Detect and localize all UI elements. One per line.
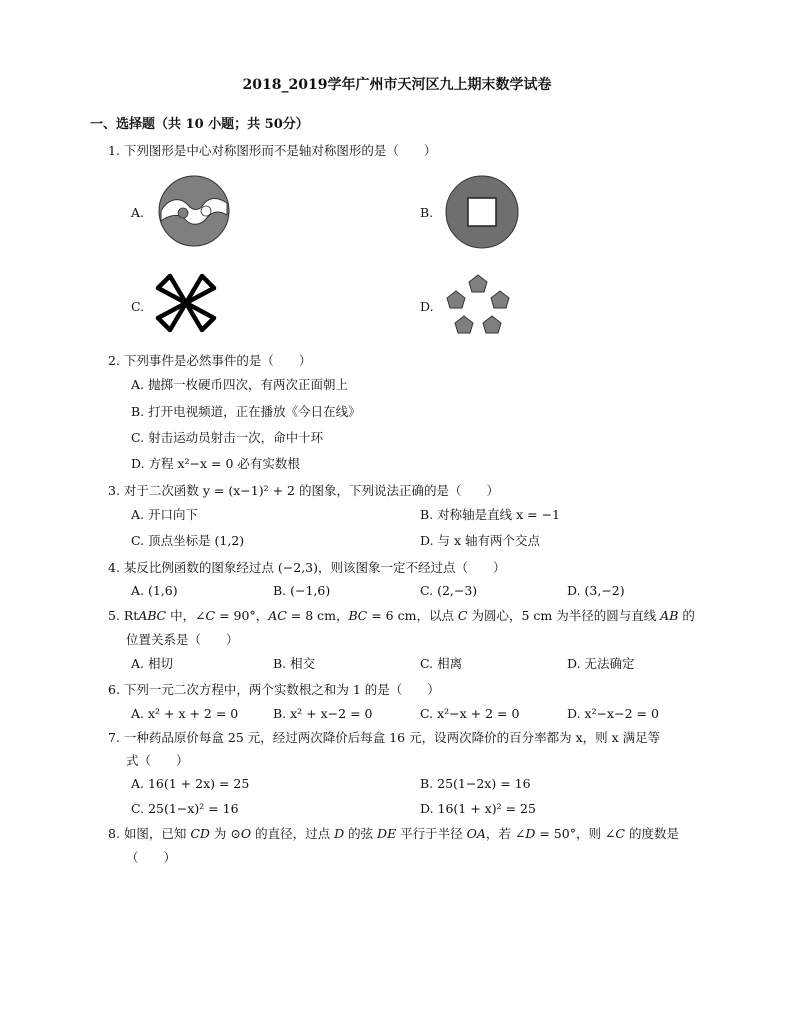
question-6-stem: 6. 下列一元二次方程中，两个实数根之和为 1 的是（ ）: [108, 682, 440, 697]
q5-option-a: A. 相切: [131, 656, 173, 671]
section-heading: 一、选择题（共 10 小题；共 50分）: [90, 117, 309, 132]
q3-option-d: D. 与 x 轴有两个交点: [420, 533, 541, 548]
q4-option-b: B. (−1,6): [273, 583, 331, 598]
question-8-stem: 8. 如图，已知 𝐶𝐷 为 ⊙𝑂 的直径，过点 𝐷 的弦 𝐷𝐸 平行于半径 𝑂𝐴，若 ∠𝐷 = 50°，则 ∠𝐶 的度数是: [108, 826, 679, 841]
q2-option-c: C. 射击运动员射击一次，命中十环: [131, 430, 324, 445]
square-hole-coin-figure: [444, 175, 520, 249]
q7-option-c: C. 25(1−x)² = 16: [131, 801, 239, 816]
q7-option-b: B. 25(1−2x) = 16: [420, 776, 531, 791]
question-7-stem: 7. 一种药品原价每盒 25 元，经过两次降价后每盒 16 元，设两次降价的百分率都为 x，则 x 满足等: [108, 730, 661, 745]
q6-option-c: C. x²−x + 2 = 0: [420, 706, 520, 721]
question-1-stem: 1. 下列图形是中心对称图形而不是轴对称图形的是（ ）: [108, 143, 437, 158]
q4-option-a: A. (1,6): [131, 583, 178, 598]
q6-option-d: D. x²−x−2 = 0: [567, 706, 659, 721]
four-petal-knot-figure: [152, 270, 220, 336]
taiji-ring-figure: [155, 175, 233, 247]
q7-option-a: A. 16(1 + 2x) = 25: [131, 776, 250, 791]
q7-option-d: D. 16(1 + x)² = 25: [420, 801, 536, 816]
q6-option-b: B. x² + x−2 = 0: [273, 706, 373, 721]
q2-option-a: A. 抛掷一枚硬币四次，有两次正面朝上: [131, 377, 348, 392]
page-title: 2018_2019学年广州市天河区九上期末数学试卷: [242, 77, 552, 93]
q4-option-c: C. (2,−3): [420, 583, 478, 598]
q3-option-a: A. 开口向下: [131, 507, 198, 522]
q1-option-b-label: B.: [420, 205, 434, 220]
q4-option-d: D. (3,−2): [567, 583, 625, 598]
question-4-stem: 4. 某反比例函数的图象经过点 (−2,3)，则该图象一定不经过点（ ）: [108, 560, 506, 575]
question-7-stem-cont: 式（ ）: [126, 753, 189, 768]
q6-option-a: A. x² + x + 2 = 0: [131, 706, 239, 721]
question-3-stem: 3. 对于二次函数 y = (x−1)² + 2 的图象，下列说法正确的是（ ）: [108, 483, 499, 498]
q3-option-b: B. 对称轴是直线 x = −1: [420, 507, 561, 522]
question-5-stem: 5. Rt𝐴𝐵𝐶 中，∠𝐶 = 90°，𝐴𝐶 = 8 cm，𝐵𝐶 = 6 cm，以点 𝐶 为圆心，5 cm 为半径的圆与直线 𝐴𝐵 的: [108, 608, 695, 623]
q2-option-d: D. 方程 x²−x = 0 必有实数根: [131, 456, 300, 471]
q5-option-c: C. 相离: [420, 656, 463, 671]
q5-option-b: B. 相交: [273, 656, 316, 671]
question-2-stem: 2. 下列事件是必然事件的是（ ）: [108, 353, 312, 368]
q1-option-d-label: D.: [420, 299, 434, 314]
q2-option-b: B. 打开电视频道，正在播放《今日在线》: [131, 404, 361, 419]
q1-option-a-label: A.: [131, 205, 145, 220]
question-5-stem-cont: 位置关系是（ ）: [126, 632, 239, 647]
q5-option-d: D. 无法确定: [567, 656, 635, 671]
question-8-stem-cont: （ ）: [126, 850, 177, 865]
five-pentagons-figure: [444, 273, 512, 337]
q3-option-c: C. 顶点坐标是 (1,2): [131, 533, 245, 548]
q1-option-c-label: C.: [131, 299, 145, 314]
